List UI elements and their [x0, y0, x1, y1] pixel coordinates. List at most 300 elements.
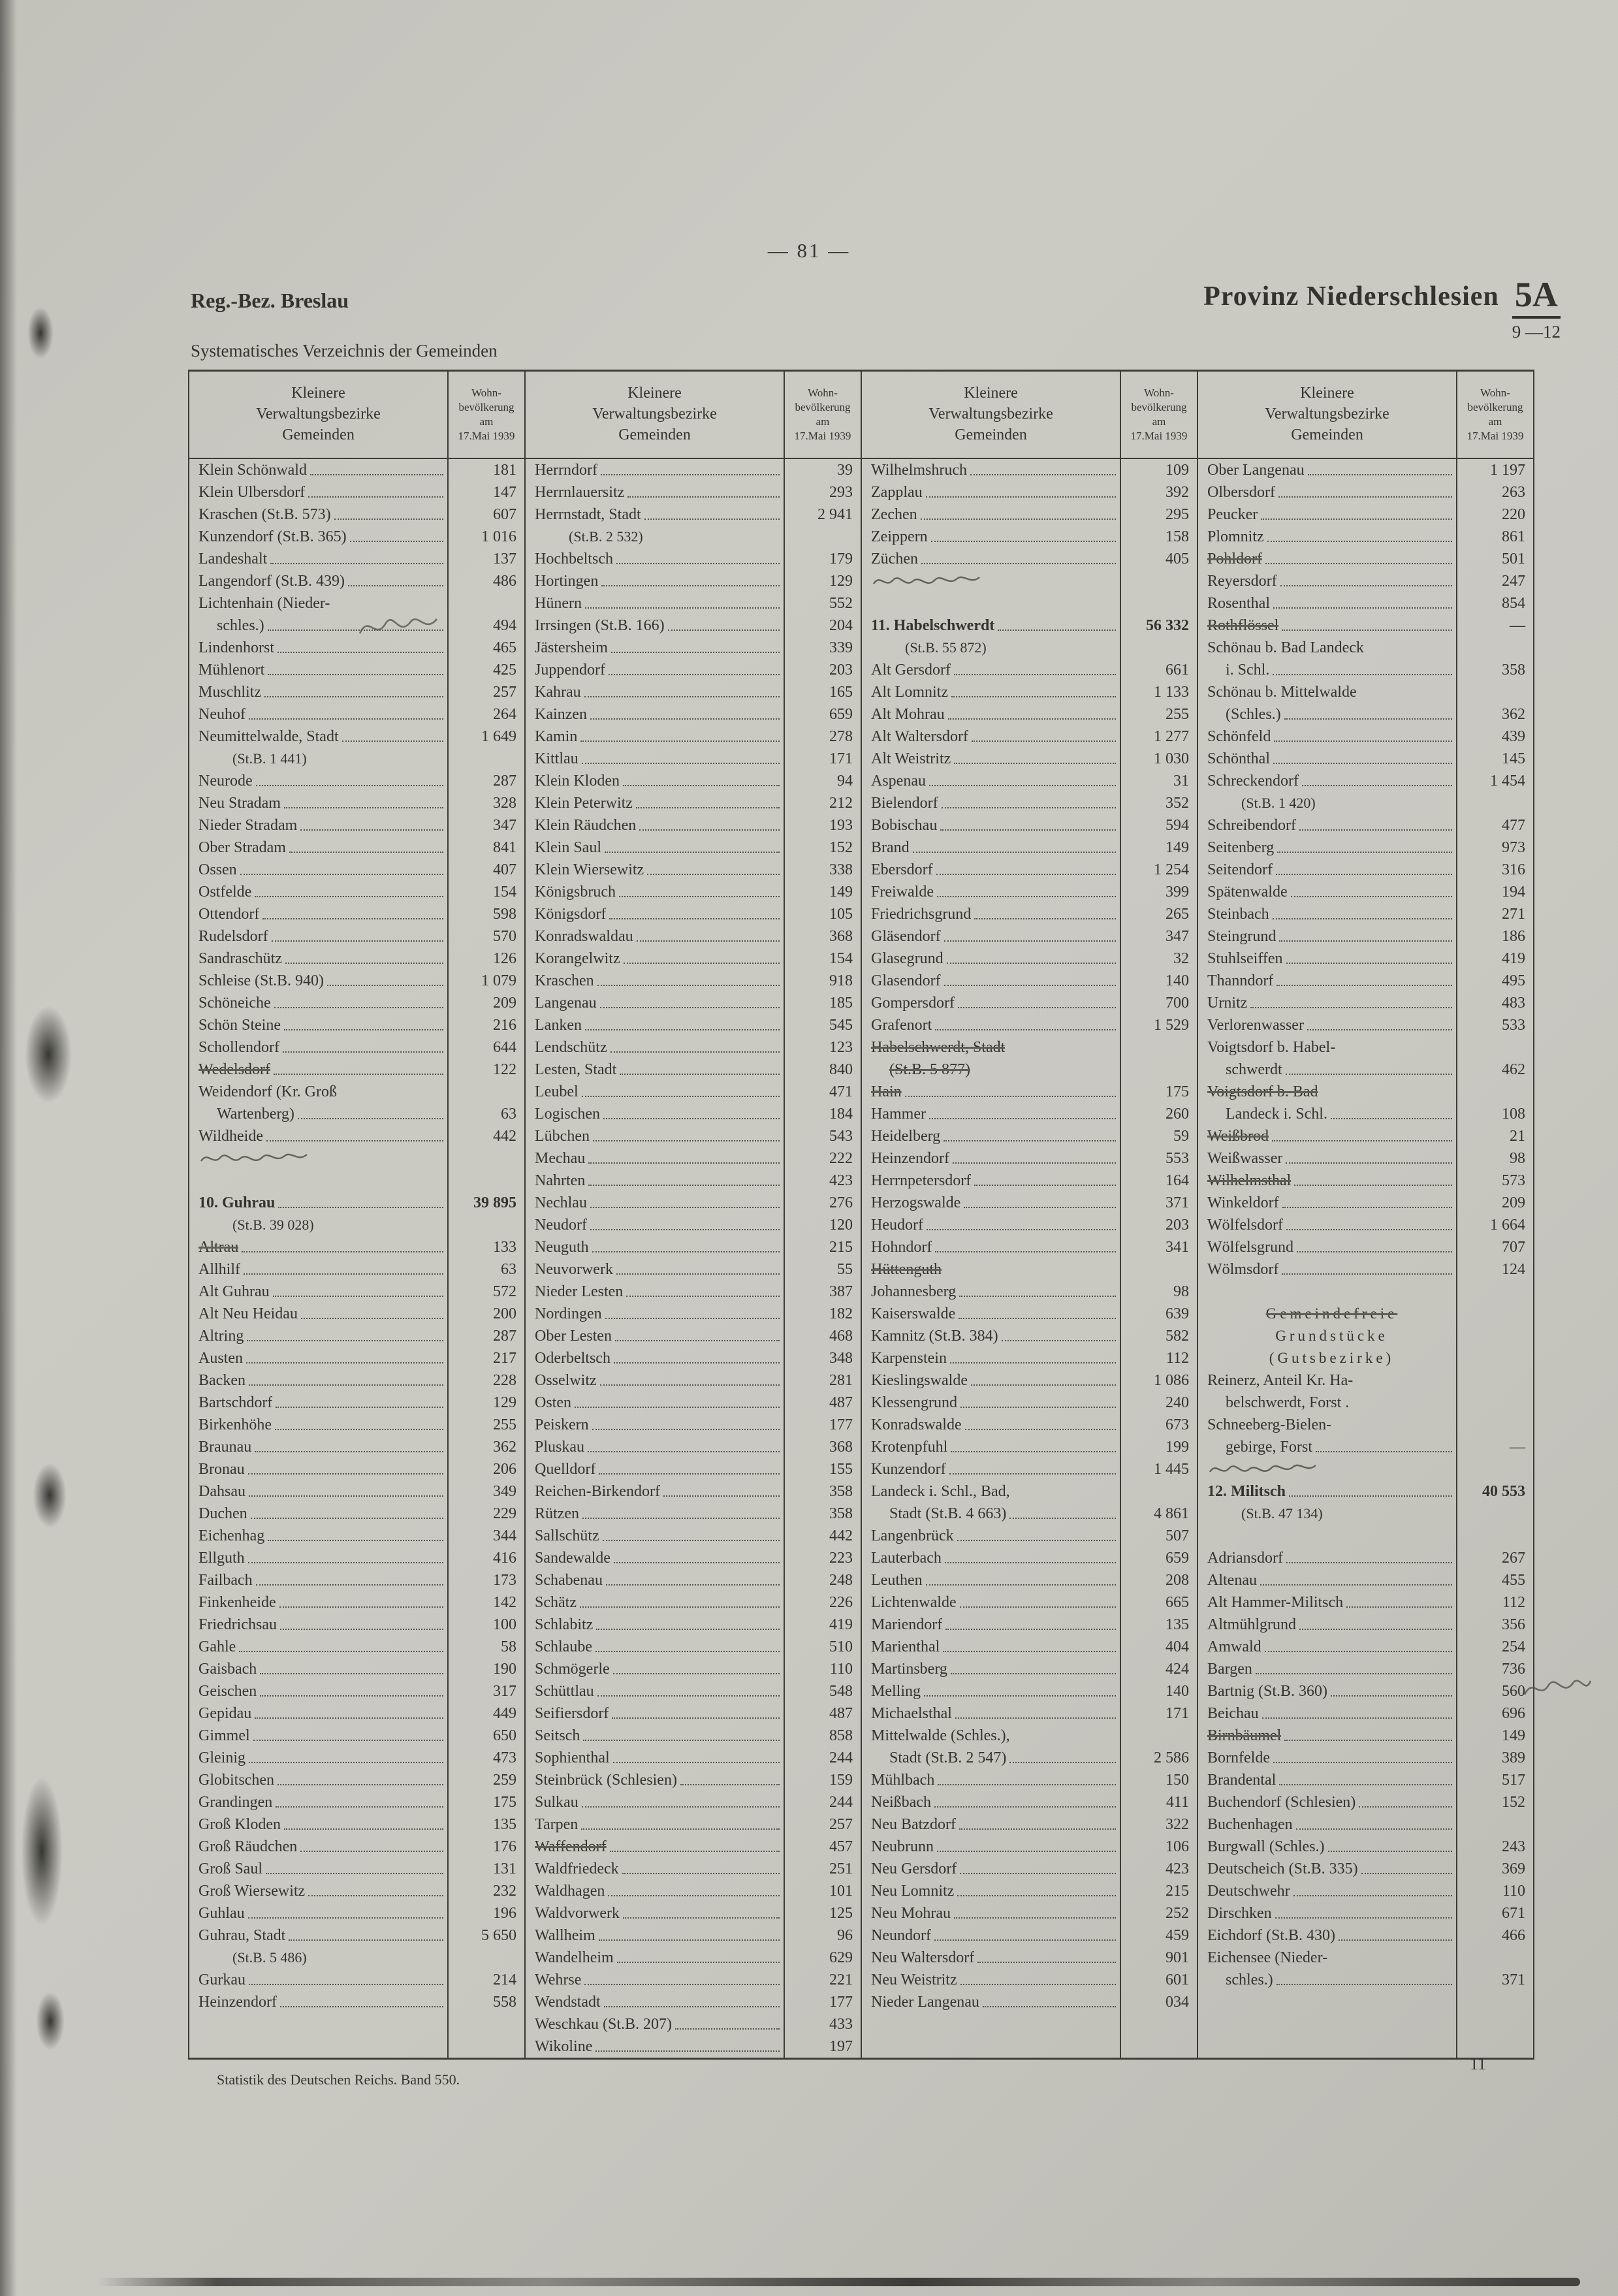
- table-row-continuation: [862, 1059, 1197, 1081]
- dotted-leader: [1316, 1436, 1452, 1458]
- gemeinde-name: Quelldorf: [535, 1461, 596, 1478]
- population-value: 468: [784, 1325, 861, 1347]
- table-row: [1198, 837, 1533, 859]
- population-value: 186: [1456, 925, 1533, 948]
- dotted-leader: [944, 970, 1116, 992]
- table-row: [526, 1947, 861, 1969]
- table-row: [862, 1170, 1197, 1192]
- population-value: 212: [784, 792, 861, 814]
- population-value: 459: [1120, 1924, 1197, 1947]
- gemeinde-name: Hain: [871, 1083, 902, 1100]
- gemeinde-name: Urnitz: [1207, 995, 1248, 1012]
- table-row: [189, 1791, 524, 1813]
- spacer-row: [1198, 1281, 1533, 1303]
- table-row: [1198, 925, 1533, 948]
- dotted-leader: [1308, 459, 1452, 481]
- population-value: 140: [1120, 1680, 1197, 1702]
- table-row: [189, 1858, 524, 1880]
- dotted-leader: [244, 1258, 443, 1281]
- dotted-leader: [1256, 1658, 1452, 1680]
- dotted-leader: [599, 1924, 780, 1947]
- footer-sheet-number: 11: [1469, 2054, 1486, 2073]
- table-row: [862, 1591, 1197, 1614]
- dotted-leader: [929, 770, 1116, 792]
- table-column-group-4: [1198, 372, 1533, 2058]
- dotted-leader: [1277, 837, 1452, 859]
- gemeinde-name: Sulkau: [535, 1794, 579, 1811]
- gemeinde-name: Kraschen: [535, 972, 594, 989]
- table-column-body: [189, 459, 524, 2058]
- gemeinde-name: Gimmel: [198, 1727, 250, 1744]
- table-row-continuation: [1198, 1969, 1533, 1991]
- dotted-leader: [590, 703, 780, 725]
- population-value: 59: [1120, 1125, 1197, 1147]
- population-value: 607: [447, 503, 524, 526]
- gemeinde-name: Peiskern: [535, 1416, 589, 1433]
- population-value: 477: [1456, 814, 1533, 837]
- gemeinde-name: Burgwall (Schles.): [1207, 1838, 1325, 1855]
- dotted-leader: [1331, 1680, 1452, 1702]
- dotted-leader: [1286, 1214, 1452, 1236]
- table-row: [1198, 1858, 1533, 1880]
- dotted-leader: [582, 1081, 780, 1103]
- gemeinde-name: Michaelsthal: [871, 1705, 952, 1722]
- gemeinde-name: Kraschen (St.B. 573): [198, 506, 331, 523]
- dotted-leader: [580, 725, 780, 748]
- table-row: [862, 503, 1197, 526]
- dotted-leader: [350, 526, 443, 548]
- handwriting-row: [1198, 1458, 1533, 1480]
- gemeinde-name: schwerdt: [1226, 1061, 1282, 1078]
- gemeinde-name: Kittlau: [535, 750, 579, 767]
- document-subtitle: Systematisches Verzeichnis der Gemeinden: [191, 341, 498, 360]
- gemeinde-name: schles.): [217, 617, 264, 634]
- population-value: 56 332: [1120, 614, 1197, 637]
- population-value: 58: [447, 1636, 524, 1658]
- dotted-leader: [256, 1569, 443, 1591]
- dotted-leader: [1331, 1103, 1452, 1125]
- header-line: am: [1152, 415, 1166, 428]
- stb-note-row: [1198, 1503, 1533, 1525]
- population-value: 495: [1456, 970, 1533, 992]
- population-value: 150: [1120, 1769, 1197, 1791]
- gemeinde-name: Kainzen: [535, 706, 587, 723]
- gemeinde-name: Neu Batzdorf: [871, 1816, 956, 1833]
- gemeinde-name: Muschlitz: [198, 684, 261, 701]
- population-value: 362: [447, 1436, 524, 1458]
- table-row: [189, 925, 524, 948]
- gemeinde-name: Glasendorf: [871, 972, 941, 989]
- dotted-leader: [300, 814, 443, 837]
- gemeinde-name: Kahrau: [535, 684, 581, 701]
- table-row: [862, 814, 1197, 837]
- population-value: 858: [784, 1725, 861, 1747]
- population-value: 135: [447, 1813, 524, 1836]
- population-value: 254: [1456, 1636, 1533, 1658]
- dotted-leader: [913, 837, 1116, 859]
- dotted-leader: [1272, 1125, 1452, 1147]
- population-value: 371: [1456, 1969, 1533, 1991]
- dotted-leader: [239, 1636, 443, 1658]
- dotted-leader: [1286, 948, 1452, 970]
- gemeinde-name: Waldfriedeck: [535, 1860, 619, 1877]
- table-row: [1198, 548, 1533, 570]
- population-value: 659: [784, 703, 861, 725]
- table-row: [1198, 1170, 1533, 1192]
- gemeinde-name: Wendstadt: [535, 1994, 601, 2011]
- gemeinde-name: Herrnstadt, Stadt: [535, 506, 641, 523]
- dotted-leader: [944, 925, 1116, 948]
- population-value: 100: [447, 1614, 524, 1636]
- gemeinde-name: Schätz: [535, 1594, 577, 1611]
- gemeinde-name: Wölmsdorf: [1207, 1261, 1279, 1278]
- dotted-leader: [248, 1902, 443, 1924]
- gemeinde-name: Groß Saul: [198, 1860, 262, 1877]
- gemeinde-name: Peucker: [1207, 506, 1258, 523]
- dotted-leader: [276, 1791, 443, 1813]
- population-value: 462: [1456, 1059, 1533, 1081]
- gemeinde-name: Konradswaldau: [535, 928, 633, 945]
- dotted-leader: [620, 1059, 780, 1081]
- table-row: [526, 548, 861, 570]
- population-value: 494: [447, 614, 524, 637]
- table-row: [189, 948, 524, 970]
- gemeinde-name: Neudorf: [535, 1217, 587, 1234]
- dotted-leader: [1282, 1192, 1452, 1214]
- table-row: [862, 1791, 1197, 1813]
- header-line: Wohn-: [471, 386, 501, 399]
- gemeinde-name: Osten: [535, 1394, 571, 1411]
- gemeinde-name: i. Schl.: [1226, 662, 1270, 678]
- table-row: [526, 1214, 861, 1236]
- table-row: [862, 1414, 1197, 1436]
- population-value: 108: [1456, 1103, 1533, 1125]
- population-value: 149: [784, 881, 861, 903]
- dotted-leader: [603, 1103, 780, 1125]
- gemeinde-name: Landeck i. Schl., Bad,: [871, 1483, 1010, 1500]
- table-row: [526, 1303, 861, 1325]
- dotted-leader: [580, 1591, 780, 1614]
- population-value: 328: [447, 792, 524, 814]
- dotted-leader: [926, 1569, 1116, 1591]
- population-value: 548: [784, 1680, 861, 1702]
- gemeinde-name: Birnbäumel: [1207, 1727, 1282, 1744]
- dotted-leader: [284, 792, 443, 814]
- gemeinde-name: (Schles.): [1226, 706, 1281, 723]
- table-row: [1198, 1547, 1533, 1569]
- gemeinde-name: Oderbeltsch: [535, 1350, 611, 1367]
- population-value: 221: [784, 1969, 861, 1991]
- binding-shadow: [0, 0, 17, 2296]
- gemeinde-name: Sallschütz: [535, 1527, 599, 1544]
- population-value: 199: [1120, 1436, 1197, 1458]
- header-line: bevölkerung: [1467, 400, 1523, 413]
- table-row: [862, 837, 1197, 859]
- dotted-leader: [592, 1236, 780, 1258]
- dotted-leader: [285, 948, 443, 970]
- population-value: 55: [784, 1258, 861, 1281]
- gemeinde-name: Schleise (St.B. 940): [198, 972, 324, 989]
- population-value: [447, 1170, 524, 1192]
- gemeinde-name: Schollendorf: [198, 1039, 279, 1056]
- dotted-leader: [934, 1924, 1116, 1947]
- gemeinde-name: Deutschwehr: [1207, 1883, 1290, 1900]
- table-row: [189, 1347, 524, 1369]
- dotted-leader: [601, 459, 780, 481]
- dotted-leader: [960, 1392, 1116, 1414]
- dotted-leader: [1002, 1325, 1116, 1347]
- population-value: 1 086: [1120, 1369, 1197, 1392]
- dotted-leader: [905, 1081, 1116, 1103]
- population-value: 533: [1456, 1014, 1533, 1036]
- dotted-leader: [1273, 1747, 1452, 1769]
- population-value: 465: [447, 637, 524, 659]
- dotted-leader: [668, 614, 780, 637]
- population-value: 147: [447, 481, 524, 503]
- handwriting-row: [862, 570, 1197, 592]
- dotted-leader: [945, 1547, 1116, 1569]
- gemeinde-name: Bartnig (St.B. 360): [1207, 1683, 1327, 1700]
- population-value: 419: [784, 1614, 861, 1636]
- table-row: [1198, 1902, 1533, 1924]
- gemeinde-name: Hünern: [535, 595, 582, 612]
- gemeinde-name: Logischen: [535, 1106, 600, 1123]
- gemeinde-name: Wölfelsgrund: [1207, 1239, 1293, 1256]
- table-row: [526, 814, 861, 837]
- gemeinde-name: Grafenort: [871, 1017, 932, 1034]
- dotted-leader: [1346, 1591, 1452, 1614]
- gemeinde-name: Sophienthal: [535, 1749, 610, 1766]
- gemeinde-name: Spätenwalde: [1207, 884, 1288, 901]
- dotted-leader: [614, 1547, 780, 1569]
- population-value: 665: [1120, 1591, 1197, 1614]
- gemeinde-name: Kieslingswalde: [871, 1372, 968, 1389]
- dotted-leader: [283, 1036, 443, 1059]
- table-row: [526, 1236, 861, 1258]
- population-column-header: [1120, 372, 1197, 458]
- table-row: [1198, 1680, 1533, 1702]
- population-value: [447, 1214, 524, 1236]
- population-value: 347: [447, 814, 524, 837]
- dotted-leader: [639, 814, 780, 837]
- table-row: [862, 1991, 1197, 2013]
- province-code: 5A: [1512, 277, 1561, 319]
- table-row: [862, 881, 1197, 903]
- dotted-leader: [680, 1769, 780, 1791]
- gemeinde-name: Kamnitz (St.B. 384): [871, 1328, 998, 1345]
- gemeinde-name: Buchenhagen: [1207, 1816, 1293, 1833]
- table-row: [526, 2035, 861, 2058]
- dotted-leader: [270, 548, 443, 570]
- gemeinde-name: Heinzendorf: [871, 1150, 949, 1167]
- table-row-continuation: [1198, 703, 1533, 725]
- population-value: 257: [447, 681, 524, 703]
- dotted-leader: [611, 1036, 780, 1059]
- population-value: 507: [1120, 1525, 1197, 1547]
- handwritten-annotation: [1207, 1460, 1318, 1482]
- dotted-leader: [342, 725, 443, 748]
- table-row-continuation: [1198, 1436, 1533, 1458]
- population-value: 137: [447, 548, 524, 570]
- population-value: 317: [447, 1680, 524, 1702]
- table-row: [189, 814, 524, 837]
- population-value: 159: [784, 1769, 861, 1791]
- table-row: [189, 1591, 524, 1614]
- population-value: —: [1456, 614, 1533, 637]
- dotted-leader: [1277, 970, 1452, 992]
- population-value: 368: [784, 1436, 861, 1458]
- population-value: 341: [1120, 1236, 1197, 1258]
- population-value: 1 197: [1456, 459, 1533, 481]
- dotted-leader: [1262, 1702, 1452, 1725]
- dotted-leader: [1359, 1791, 1452, 1813]
- table-row: [189, 1547, 524, 1569]
- table-row: [526, 1591, 861, 1614]
- table-row: [1198, 1258, 1533, 1281]
- dotted-leader: [275, 1414, 443, 1436]
- gemeinde-name: Wilhelmsthal: [1207, 1172, 1292, 1189]
- population-value: 281: [784, 1369, 861, 1392]
- population-value: 155: [784, 1458, 861, 1480]
- dotted-leader: [1286, 1147, 1452, 1170]
- dotted-leader: [1293, 1880, 1452, 1902]
- table-row: [862, 725, 1197, 748]
- dotted-leader: [599, 1458, 780, 1480]
- gemeinde-name: Sandewalde: [535, 1550, 611, 1567]
- population-value: 124: [1456, 1258, 1533, 1281]
- population-value: 696: [1456, 1702, 1533, 1725]
- population-value: 1 529: [1120, 1014, 1197, 1036]
- table-row: [1198, 1236, 1533, 1258]
- gemeinde-name: Rudelsdorf: [198, 928, 268, 945]
- table-row: [189, 1991, 524, 2013]
- centered-label-row: [1198, 1347, 1533, 1369]
- population-value: 389: [1456, 1747, 1533, 1769]
- table-row: [1198, 1924, 1533, 1947]
- table-row: [862, 1769, 1197, 1791]
- gemeinde-name: Pluskau: [535, 1439, 585, 1456]
- gemeinde-name: Eichensee (Nieder-: [1207, 1949, 1328, 1966]
- population-value: 63: [447, 1258, 524, 1281]
- population-value: 629: [784, 1947, 861, 1969]
- gemeinde-name: Brandental: [1207, 1772, 1277, 1789]
- dotted-leader: [959, 1303, 1116, 1325]
- gemeinde-name: Königsdorf: [535, 906, 607, 923]
- table-row: [189, 1569, 524, 1591]
- header-line: Kleinere: [627, 385, 682, 402]
- gemeinde-name: Herrndorf: [535, 462, 597, 479]
- gemeinde-name: Johannesberg: [871, 1283, 957, 1300]
- gemeinde-name: Steinbach: [1207, 906, 1269, 923]
- dotted-leader: [957, 1880, 1116, 1902]
- population-value: 369: [1456, 1858, 1533, 1880]
- population-value: [1456, 1813, 1533, 1836]
- table-row: [526, 1081, 861, 1103]
- population-value: 206: [447, 1458, 524, 1480]
- population-value: 1 664: [1456, 1214, 1533, 1236]
- dotted-leader: [248, 1547, 443, 1569]
- header-line: Wohn-: [808, 386, 838, 399]
- population-value: 175: [1120, 1081, 1197, 1103]
- dotted-leader: [255, 1702, 443, 1725]
- table-row: [1198, 1147, 1533, 1170]
- population-value: 197: [784, 2035, 861, 2058]
- table-row: [526, 1858, 861, 1880]
- table-row: [526, 770, 861, 792]
- dotted-leader: [1279, 1769, 1452, 1791]
- gemeinde-name: Lauterbach: [871, 1550, 942, 1567]
- dotted-leader: [947, 948, 1116, 970]
- gemeinde-name: Sandraschütz: [198, 950, 282, 967]
- table-row: [1198, 814, 1533, 837]
- table-row: [1198, 1014, 1533, 1036]
- population-value: 347: [1120, 925, 1197, 948]
- handwritten-annotation: [356, 607, 441, 650]
- gemeinde-name: Mittelwalde (Schles.),: [871, 1727, 1010, 1744]
- population-value: [447, 592, 524, 614]
- table-row-continuation: [1198, 1392, 1533, 1414]
- dotted-leader: [605, 1303, 780, 1325]
- gemeinde-name: Bargen: [1207, 1661, 1252, 1678]
- gemeinde-name: (St.B. 39 028): [232, 1217, 314, 1233]
- population-value: 39: [784, 459, 861, 481]
- table-row: [526, 1547, 861, 1569]
- population-value: [1456, 1347, 1533, 1369]
- table-row: [526, 948, 861, 970]
- column-filler: [1198, 1991, 1533, 2058]
- gemeinde-name: Ossen: [198, 861, 237, 878]
- population-value: 196: [447, 1902, 524, 1924]
- gemeinde-name: Schneeberg-Bielen-: [1207, 1416, 1332, 1433]
- dotted-leader: [255, 1436, 443, 1458]
- gemeinde-name: Winkeldorf: [1207, 1194, 1279, 1211]
- table-row: [189, 1725, 524, 1747]
- table-row-continuation: [189, 1103, 524, 1125]
- gemeinde-name: Adriansdorf: [1207, 1550, 1283, 1567]
- table-row: [526, 1325, 861, 1347]
- table-row: [1198, 1747, 1533, 1769]
- population-value: [1456, 1325, 1533, 1347]
- dotted-leader: [624, 948, 780, 970]
- dotted-leader: [614, 1347, 780, 1369]
- handwritten-annotation: [871, 572, 982, 594]
- table-row: [862, 1614, 1197, 1636]
- dotted-leader: [596, 1614, 780, 1636]
- population-value: 214: [447, 1969, 524, 1991]
- dotted-leader: [1265, 1636, 1452, 1658]
- gemeinde-name: Waffendorf: [535, 1838, 607, 1855]
- dotted-leader: [1250, 992, 1452, 1014]
- population-value: —: [1456, 1436, 1533, 1458]
- dotted-leader: [663, 1480, 780, 1503]
- population-value: 487: [784, 1702, 861, 1725]
- gemeinde-name: Alt Mohrau: [871, 706, 945, 723]
- scan-artifact: [98, 2278, 1580, 2286]
- table-row: [526, 1902, 861, 1924]
- population-value: 411: [1120, 1791, 1197, 1813]
- gemeinde-name: Gahle: [198, 1638, 236, 1655]
- dotted-leader: [931, 526, 1116, 548]
- table-row: [526, 1614, 861, 1636]
- dotted-leader: [310, 459, 443, 481]
- population-value: [1120, 570, 1197, 592]
- dotted-leader: [1273, 592, 1452, 614]
- population-value: 4 861: [1120, 1503, 1197, 1525]
- table-row: [862, 703, 1197, 725]
- table-row: [526, 1924, 861, 1947]
- gemeinde-name: Nechlau: [535, 1194, 587, 1211]
- dotted-leader: [575, 1392, 780, 1414]
